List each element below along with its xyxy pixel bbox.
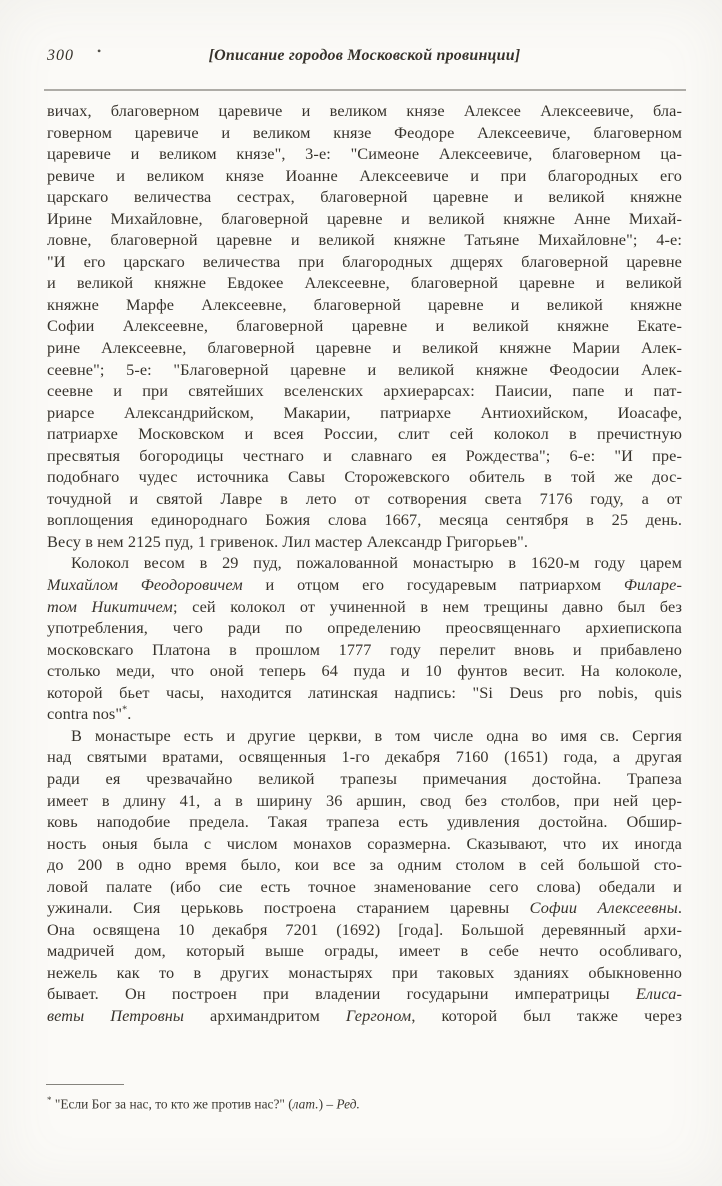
text-line: веты Петровны архимандритом Гергоном, которой был также через: [47, 1005, 682, 1025]
running-title: [Описание городов Московской провинции]: [208, 47, 521, 64]
footnote-rule: [46, 1084, 124, 1085]
paragraph: [47, 725, 682, 1027]
text-line: Ирине Михайловне, благоверной царевне и великой княжне Анне Михай-: [47, 208, 682, 228]
text-line: сеевне"; 5-е: "Благоверной царевне и великой княжне Феодосии Алек-: [47, 359, 682, 379]
text-line: до 200 в одно время было, кои все за одним столом в сей большой сто-: [47, 855, 682, 875]
text-line: столько меди, что оной теперь 64 пуда и 10 фунтов весит. На колоколе,: [47, 661, 682, 681]
text-line: ковь наподобие предела. Такая трапеза есть удивления достойна. Обшир-: [47, 812, 682, 832]
text-line: "И его царскаго величества при благородных дщерях благоверной царевне: [47, 251, 682, 271]
text-line: которой бьет часы, находится латинская надпись: "Si Deus pro nobis, quis: [47, 682, 682, 702]
text-line: и великой княжне Евдокее Алексеевне, благоверной царевне и великой: [47, 273, 682, 293]
paragraph: [47, 552, 682, 724]
text-line: пресвятыя богородицы честнаго и славнаго ея Рождества"; 6-е: "И пре-: [47, 445, 682, 465]
text-line: вичах, благоверном царевиче и великом князе Алексее Алексеевиче, бла-: [47, 101, 682, 120]
footnote-text: "Если Бог за нас, то кто же против нас?" (лат.) – Ред.: [54, 1096, 360, 1112]
text-line: сеевне и при святейших вселенских архиерарсах: Паисии, папе и пат-: [47, 381, 682, 401]
paragraph: [47, 100, 682, 552]
text-line: Весу в нем 2125 пуд, 1 гривенок. Лил мастер Александр Григорьев".: [47, 531, 529, 551]
footnote-marker: *: [47, 1095, 52, 1105]
text-line: рине Алексеевне, благоверной царевне и великой княжне Марии Алек-: [47, 338, 682, 358]
text-line: княжне Марфе Алексеевне, благоверной царевне и великой княжне: [47, 294, 682, 314]
text-line: ловой палате (ибо сие есть точное знаменование сего слова) обедали и: [47, 876, 682, 896]
text-line: риарсе Александрийском, Макарии, патриархе Антиохийском, Иоасафе,: [47, 402, 682, 422]
page-body: [47, 100, 682, 1027]
text-line: московскаго Платона в прошлом 1777 году перелит вновь и прибавлено: [47, 639, 682, 659]
text-line: В монастыре есть и другие церкви, в том числе одна во имя св. Сергия: [71, 725, 682, 745]
page-number: 300: [47, 47, 74, 64]
text-line: ради ея чрезвачайно великой трапезы примечания достойна. Трапеза: [47, 768, 682, 788]
text-line: воплощения единороднаго Божия слова 1667, месяца сентября в 25 день.: [47, 510, 682, 530]
text-line: Она освящена 10 декабря 7201 (1692) [года]. Большой деревянный архи-: [47, 919, 682, 939]
text-line: Софии Алексеевне, благоверной царевне и великой княжне Екате-: [47, 316, 682, 336]
footnote: [47, 1092, 682, 1112]
text-line: бывает. Он построен при владении государыни императрицы Елиса-: [47, 984, 682, 1004]
text-line: над святыми вратами, освященныя 1-го декабря 7160 (1651) года, а другая: [47, 747, 682, 767]
text-line: точудной и святой Лавре в лето от сотворения света 7176 году, а от: [47, 488, 682, 508]
text-line: царскаго величества сестрах, благоверной царевне и великой княжне: [47, 187, 682, 207]
text-line: нежель как то в других монастырях при таковых зданиях обыкновенно: [47, 962, 682, 982]
text-line: подобнаго чудес источника Савы Сторожевского обитель в той же дос-: [47, 467, 682, 487]
page-header: [47, 44, 682, 69]
header-rule: [44, 89, 686, 91]
text-line: contra nos"*.: [47, 704, 132, 724]
text-line: Михайлом Феодоровичем и отцом его государевым патриархом Филаре-: [47, 575, 683, 595]
text-line: царевиче и великом князе", 3-е: "Симеоне Алексеевиче, благоверном ца-: [47, 144, 682, 164]
text-line: ность оныя была с числом монахов соразмерна. Сказывают, что их иногда: [47, 833, 682, 853]
header-dot: •: [97, 44, 102, 58]
text-line: ловне, благоверной царевне и великой княжне Татьяне Михайловне"; 4-е:: [47, 230, 682, 250]
text-line: том Никитичем; сей колокол от учиненной в нем трещины давно был без: [47, 596, 682, 616]
text-line: патриархе Московском и всея России, слит сей колокол в пречистную: [47, 424, 682, 444]
text-line: ревиче и великом князе Иоанне Алексеевиче и при благородных его: [47, 165, 682, 185]
text-line: говерном царевиче и великом князе Феодоре Алексеевиче, благоверном: [47, 122, 682, 142]
text-line: имеет в длину 41, а в ширину 36 аршин, свод без столбов, при ней цер-: [47, 790, 682, 810]
text-line: Колокол весом в 29 пуд, пожалованной монастырю в 1620-м году царем: [71, 553, 682, 573]
text-line: употребления, чего ради по определению преосвященнаго архиепископа: [47, 618, 682, 638]
text-line: мадричей дом, который выше ограды, имеет в себе нечто особливаго,: [47, 941, 682, 961]
text-line: ужинали. Сия церьковь построена старанием царевны Софии Алексеевны.: [47, 898, 682, 918]
